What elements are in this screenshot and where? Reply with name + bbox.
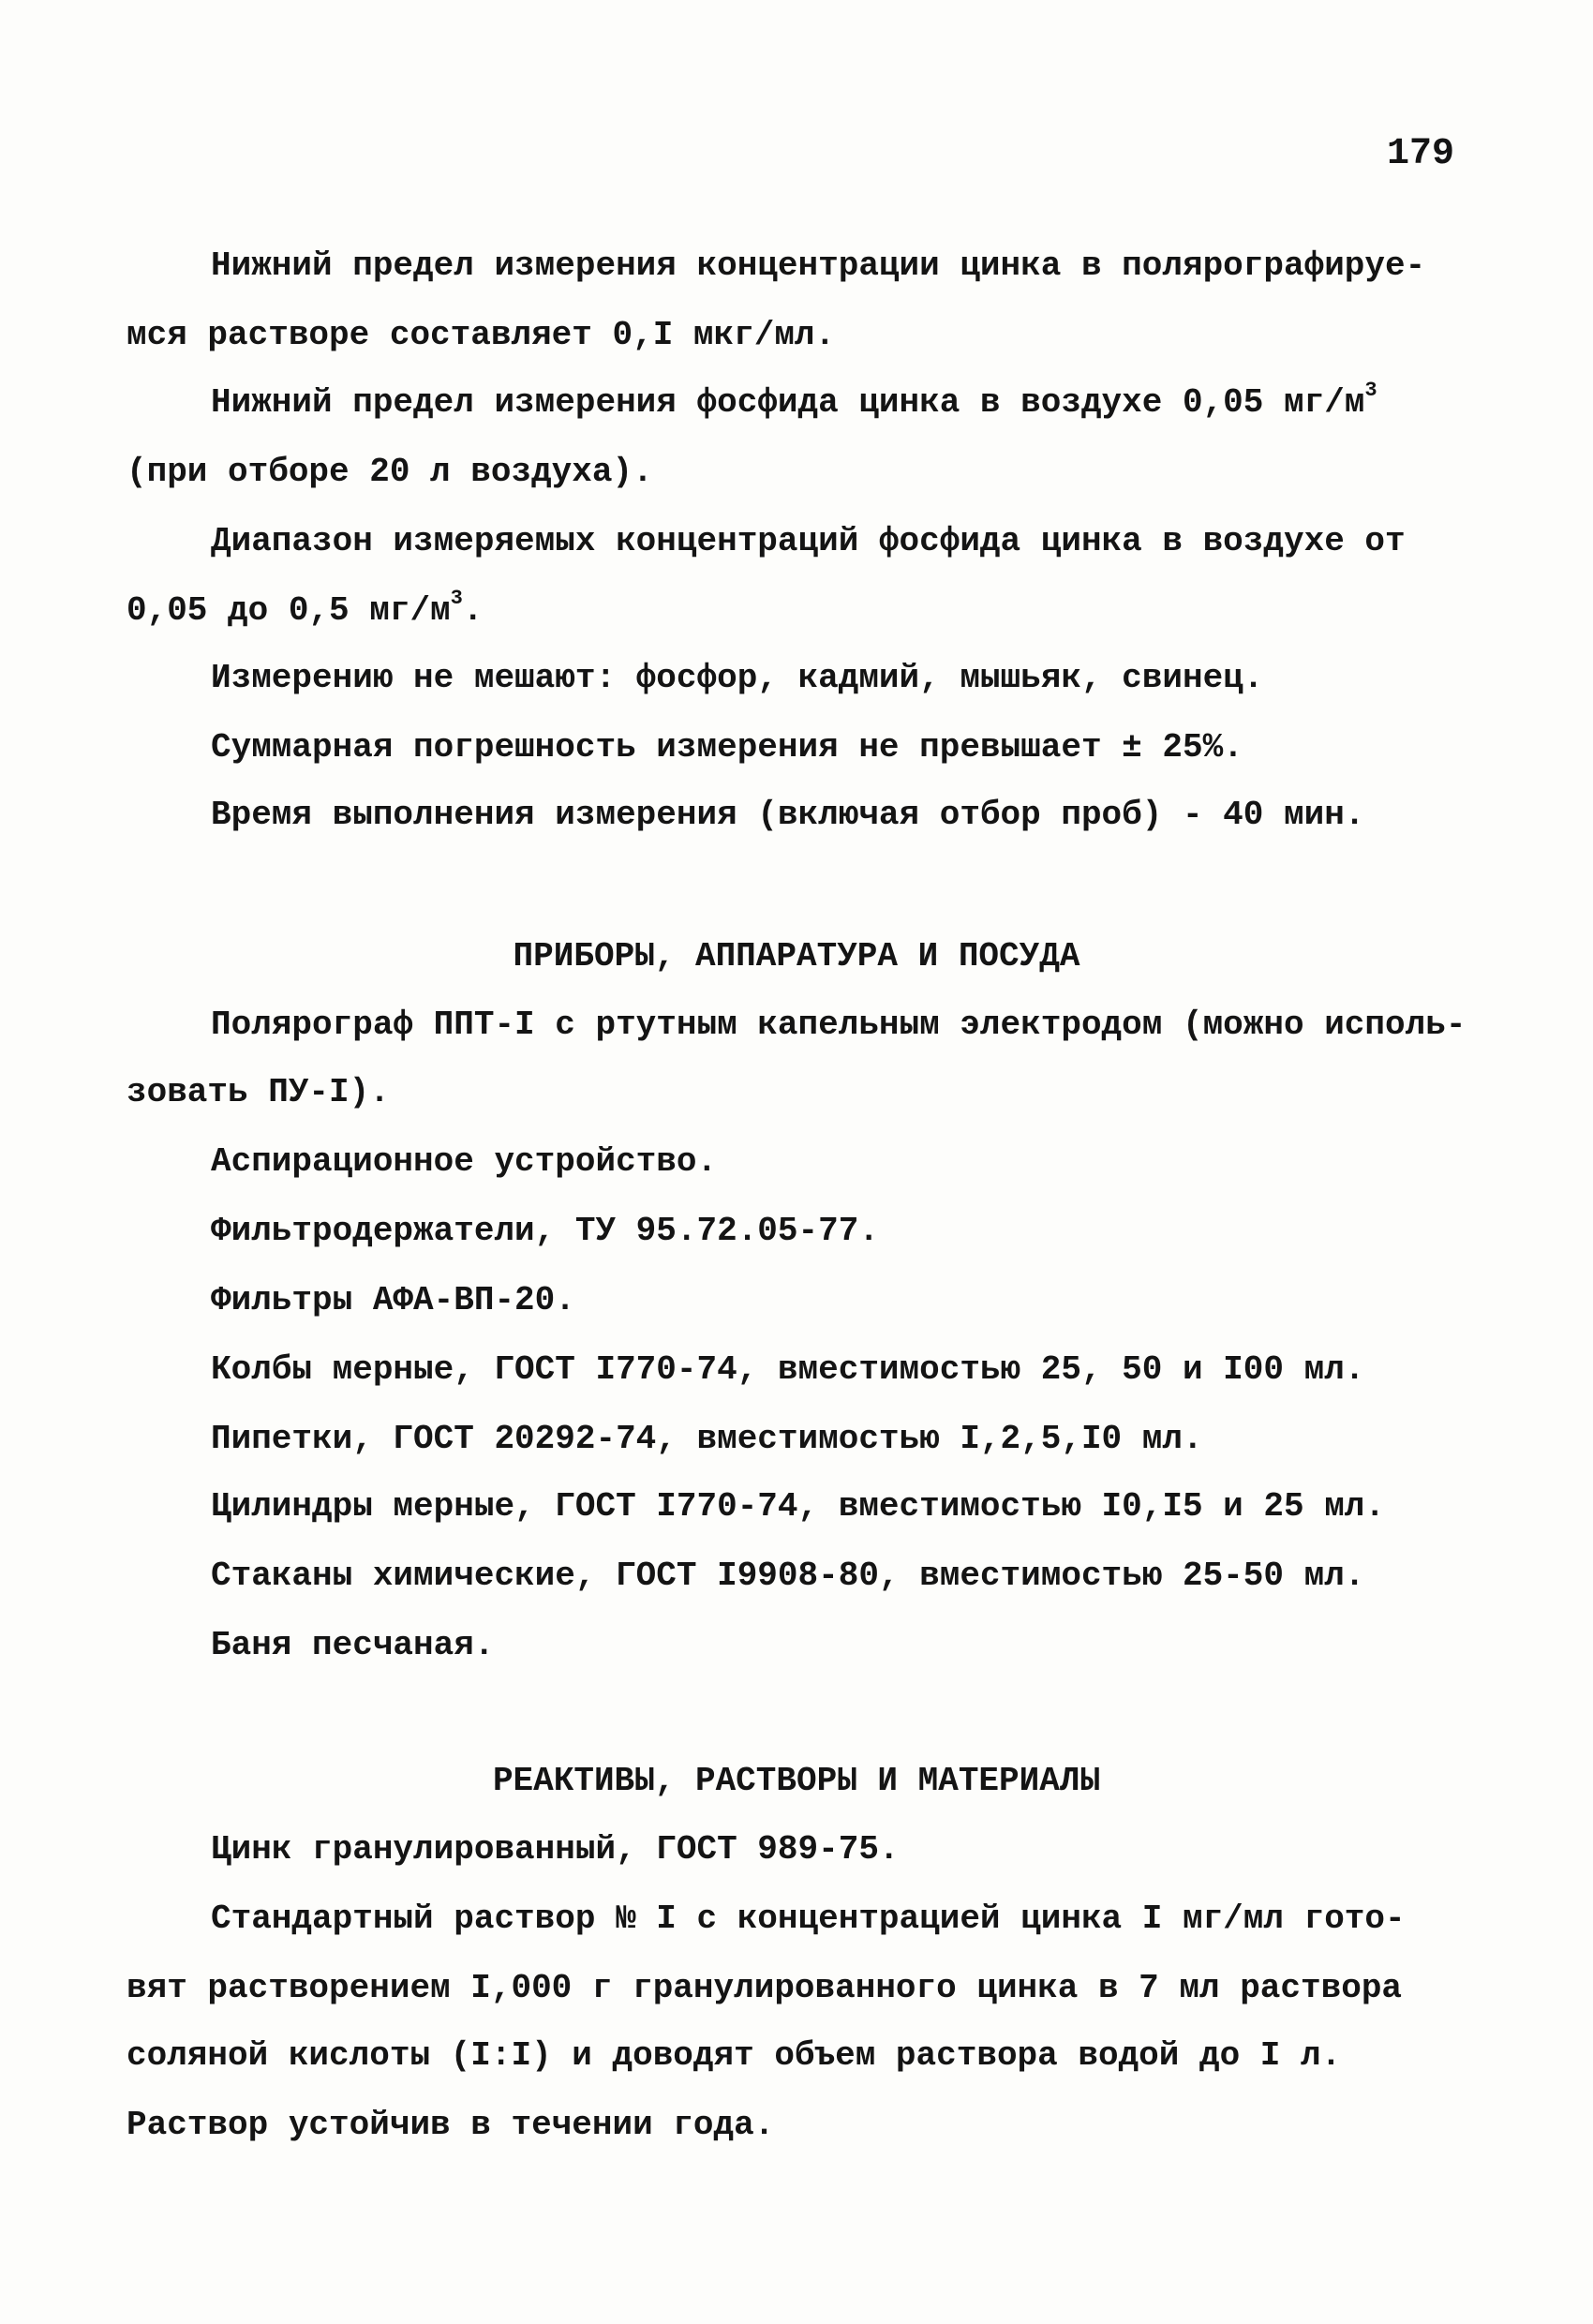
interference-line: Измерению не мешают: фосфор, кадмий, мышьяк, свинец. [211, 659, 1264, 697]
equipment-heading: ПРИБОРЫ, АППАРАТУРА И ПОСУДА [513, 937, 1080, 976]
equipment-item: Аспирационное устройство. [211, 1142, 718, 1181]
range-text: 0,05 до 0,5 мг/м [127, 591, 451, 630]
range-period: . [462, 591, 484, 630]
equipment-item: Пипетки, ГОСТ 20292-74, вместимостью I,2,5,I0 мл. [211, 1420, 1203, 1458]
equipment-item: Цилиндры мерные, ГОСТ I770-74, вместимостью I0,I5 и 25 мл. [211, 1487, 1386, 1526]
range-line-1: Диапазон измеряемых концентраций фосфида цинка в воздухе от [211, 522, 1406, 560]
polarograph-line-2: зовать ПУ-I). [127, 1073, 390, 1111]
standard-solution-line-1: Стандартный раствор № I с концентрацией цинка I мг/мл гото- [211, 1899, 1406, 1938]
lower-limit-solution-line-2: мся растворе составляет 0,I мкг/мл. [127, 316, 836, 354]
equipment-item: Фильтродержатели, ТУ 95.72.05-77. [211, 1212, 879, 1250]
zinc-line: Цинк гранулированный, ГОСТ 989-75. [211, 1830, 900, 1869]
reagents-heading: РЕАКТИВЫ, РАСТВОРЫ И МАТЕРИАЛЫ [492, 1762, 1101, 1800]
standard-solution-line-2: вят растворением I,000 г гранулированного цинка в 7 мл раствора [127, 1969, 1403, 2007]
standard-solution-line-4: Раствор устойчив в течении года. [127, 2106, 775, 2144]
equipment-item: Колбы мерные, ГОСТ I770-74, вместимостью 25, 50 и I00 мл. [211, 1350, 1365, 1389]
lower-limit-solution-line-1: Нижний предел измерения концентрации цинка в полярографируе- [211, 246, 1426, 285]
polarograph-line-1: Полярограф ППТ-I с ртутным капельным электродом (можно исполь- [211, 1006, 1466, 1044]
cubic-superscript: 3 [450, 587, 463, 610]
error-line: Суммарная погрешность измерения не превышает ± 25%. [211, 728, 1243, 767]
lower-limit-air-line-1 [211, 379, 1377, 422]
standard-solution-line-3: соляной кислоты (I:I) и доводят объем раствора водой до I л. [127, 2036, 1342, 2075]
equipment-item: Фильтры АФА-ВП-20. [211, 1281, 575, 1319]
range-line-2 [127, 587, 484, 630]
time-line: Время выполнения измерения (включая отбор проб) - 40 мин. [211, 796, 1365, 834]
equipment-item: Баня песчаная. [211, 1626, 495, 1664]
lower-limit-air-text: Нижний предел измерения фосфида цинка в воздухе 0,05 мг/м [211, 383, 1365, 422]
page-number: 179 [1386, 133, 1454, 175]
equipment-item: Стаканы химические, ГОСТ I9908-80, вместимостью 25-50 мл. [211, 1557, 1365, 1595]
cubic-superscript: 3 [1364, 379, 1377, 402]
lower-limit-air-line-2: (при отборе 20 л воздуха). [127, 453, 653, 491]
